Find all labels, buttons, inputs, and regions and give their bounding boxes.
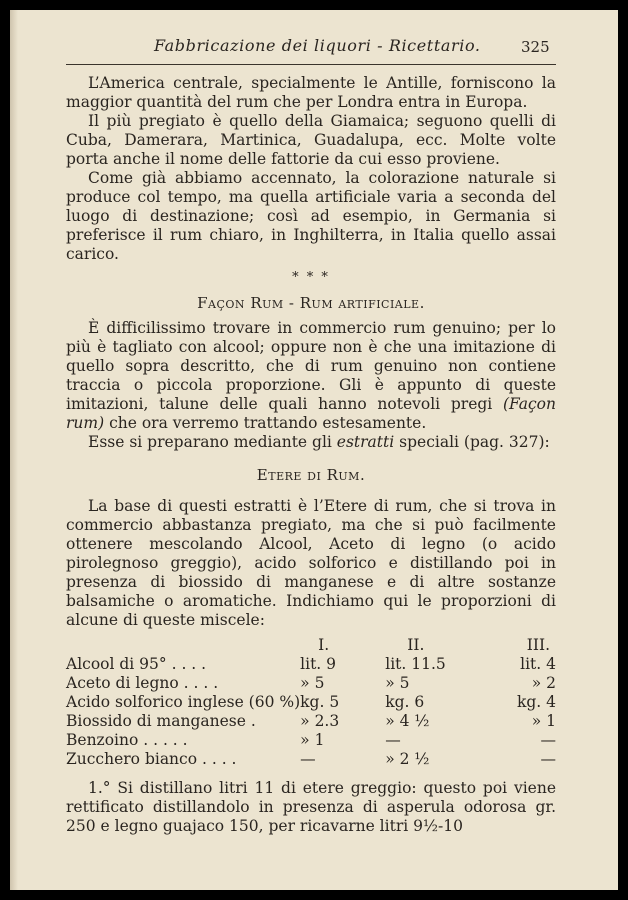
- book-page: [10, 10, 618, 890]
- recipe-value-2: » 5: [385, 674, 410, 692]
- paragraph-etere: La base di questi estratti è l’Etere di rum, che si trova in commercio abbastanza pregiato, ma che si può facilmente ottenere mescolando Alcool, Aceto di legno (o acido pirolegnoso greggio), acido solforico e distillando poi in presenza di biossido di manganese e di altre sostanze balsamiche o aromatiche. Indichiamo qui le proporzioni di alcune di queste miscele:: [66, 497, 556, 629]
- paragraph-antille: L’America centrale, specialmente le Antille, forniscono la maggior quantità del rum che per Londra entra in Europa.: [66, 74, 556, 111]
- recipe-label: Zucchero bianco . . . .: [66, 750, 237, 768]
- asterism: * * *: [292, 270, 330, 285]
- imitazioni-text-b: che ora verremo trattando estesamente.: [104, 414, 427, 432]
- paragraph-giamaica: Il più pregiato è quello della Giamaica; seguono quelli di Cuba, Damerara, Martinica, Guadalupa, ecc. Molte volte porta anche il nome delle fattorie da cui esso proviene.: [66, 112, 556, 168]
- recipe-label: Biossido di manganese .: [66, 712, 256, 730]
- recipe-label: Benzoino . . . . .: [66, 731, 188, 749]
- table-row: [66, 731, 556, 750]
- recipe-value-2: lit. 11.5: [385, 655, 446, 673]
- recipe-label: Aceto di legno . . . .: [66, 674, 219, 692]
- paragraph-distillazione: 1.° Si distillano litri 11 di etere greggio: questo poi viene rettificato distillandolo in presenza di asperula odorosa gr. 250 e legno guajaco 150, per ricavarne litri 9½-10: [66, 779, 556, 835]
- recipe-value-1: kg. 5: [300, 693, 340, 711]
- header-rule: [66, 64, 556, 65]
- facon-rum-italic: (Façon rum): [66, 395, 556, 432]
- recipe-header-3: III.: [526, 636, 550, 654]
- recipe-value-3: —: [540, 731, 556, 749]
- table-row: [66, 655, 556, 674]
- table-row: [66, 712, 556, 731]
- paragraph-imitazioni: [66, 319, 556, 433]
- estratti-text-a: Esse si preparano mediante gli: [88, 433, 337, 451]
- recipe-value-2: » 4 ½: [385, 712, 430, 730]
- recipe-value-3: » 1: [531, 712, 556, 730]
- recipe-value-1: —: [300, 750, 316, 768]
- recipe-header-row: [66, 636, 556, 655]
- table-row: [66, 750, 556, 769]
- recipe-value-1: lit. 9: [300, 655, 337, 673]
- running-title: Fabbricazione dei liquori - Ricettario.: [154, 36, 481, 55]
- recipe-label: Acido solforico inglese (60 %): [66, 693, 301, 711]
- paragraph-estratti: [66, 433, 556, 452]
- table-row: [66, 693, 556, 712]
- estratti-text-b: speciali (pag. 327):: [394, 433, 550, 451]
- recipe-value-3: —: [540, 750, 556, 768]
- recipe-header-blank: [66, 636, 300, 655]
- estratti-italic: estratti: [336, 433, 395, 451]
- recipe-table: [66, 636, 556, 769]
- recipe-value-3: » 2: [531, 674, 556, 692]
- recipe-value-1: » 1: [300, 731, 325, 749]
- page-body: [66, 74, 556, 836]
- recipe-value-3: kg. 4: [516, 693, 556, 711]
- running-header: [10, 36, 618, 62]
- page-edge-shadow: [10, 10, 18, 890]
- paragraph-colorazione: Come già abbiamo accennato, la colorazione naturale si produce col tempo, ma quella artificiale varia a seconda del luogo di destinazione; così ad esempio, in Germania si preferisce il rum chiaro, in Inghilterra, in Italia quello assai carico.: [66, 169, 556, 263]
- recipe-header-2: II.: [407, 636, 425, 654]
- recipe-label: Alcool di 95° . . . .: [66, 655, 207, 673]
- section-title-etere-di-rum: Etere di Rum.: [256, 466, 366, 484]
- recipe-value-2: —: [385, 731, 401, 749]
- recipe-value-1: » 5: [300, 674, 325, 692]
- imitazioni-text-a: È difficilissimo trovare in commercio rum genuino; per lo più è tagliato con alcool; oppure non è che una imitazione di quello sopra descritto, che di rum genuino non contiene traccia o piccola proporzione. Gli è appunto di queste imitazioni, talune delle quali hanno notevoli pregi: [66, 319, 556, 413]
- table-row: [66, 674, 556, 693]
- recipe-header-1: I.: [318, 636, 330, 654]
- section-title-facon-rum: Façon Rum - Rum artificiale.: [197, 294, 425, 312]
- recipe-value-3: lit. 4: [520, 655, 556, 673]
- recipe-value-1: » 2.3: [300, 712, 340, 730]
- recipe-value-2: » 2 ½: [385, 750, 430, 768]
- recipe-value-2: kg. 6: [385, 693, 425, 711]
- page-number: 325: [521, 38, 550, 56]
